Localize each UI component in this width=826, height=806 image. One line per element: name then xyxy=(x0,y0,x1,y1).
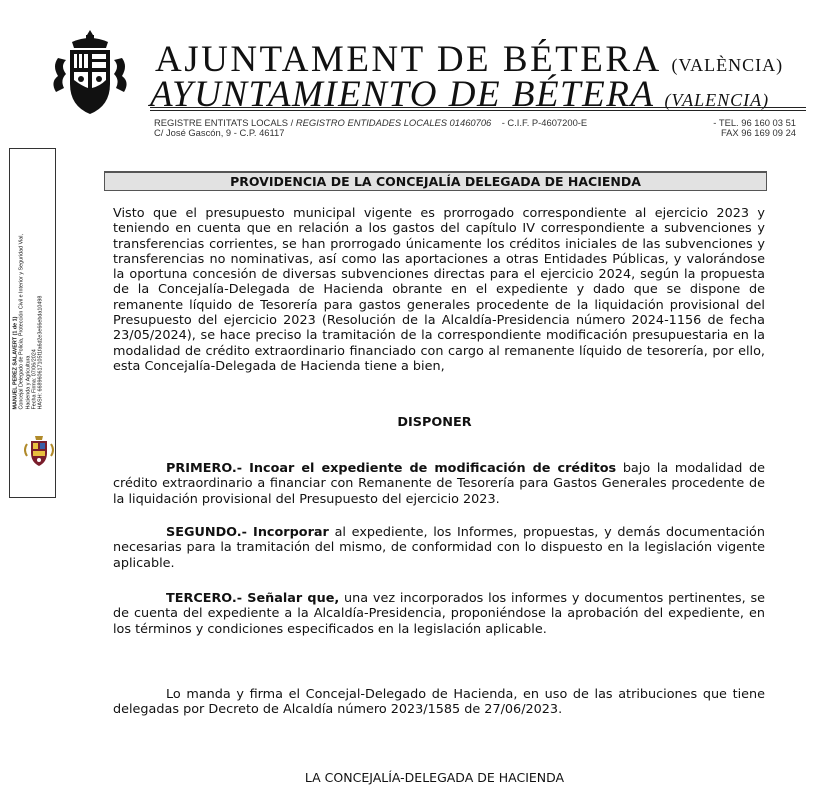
signature-role: Hacienda y Agricultura xyxy=(24,355,31,410)
clause-segundo-text: al expediente, los Informes, propuestas, y demás documentación necesarias para la tramitación del mismo, de conformidad con lo dispuesto en la legislación vigente aplicable. xyxy=(113,525,765,571)
signature-signer: MANUEL PEREZ SALAVERT (1 de 1) xyxy=(12,316,19,410)
document-closing: Lo manda y firma el Concejal-Delegado de Hacienda, en uso de las atribuciones que tiene delegadas por Decreto de Alcaldía número 2023/1585 de 27/06/2023. xyxy=(113,687,765,718)
signature-stamp-text xyxy=(12,135,43,410)
header-registry-line: REGISTRE ENTITATS LOCALS / REGISTRO ENTIDADES LOCALES 01460706 - C.I.F. P-4607200-E - TEL. 96 160 03 51 xyxy=(154,117,796,128)
document-heading: PROVIDENCIA DE LA CONCEJALÍA DELEGADA DE HACIENDA xyxy=(104,171,767,191)
header-cif: - C.I.F. P-4607200-E xyxy=(501,117,588,128)
signature-hash: HASH: 668960617105f1fa6d2e3e66ebda10498 xyxy=(37,295,44,410)
header-region-spanish: (VALENCIA) xyxy=(664,90,770,110)
header-rule xyxy=(150,110,806,111)
clause-tercero xyxy=(113,591,765,637)
header-registry-spanish: REGISTRO ENTIDADES LOCALES 01460706 xyxy=(295,117,492,128)
header-region-valencian: (VALÈNCIA) xyxy=(671,55,784,75)
header-phone: - TEL. 96 160 03 51 xyxy=(713,117,796,128)
clause-tercero-text: una vez incorporados los informes y documentos pertinentes, se de cuenta del expediente a la Alcaldía-Presidencia, proponiéndose la aprobación del expediente, en los términos y condiciones especificados en la legislación aplicable. xyxy=(113,591,765,637)
header-fax: FAX 96 169 09 24 xyxy=(720,127,796,138)
clause-segundo xyxy=(113,525,765,571)
document-dispone: DISPONER xyxy=(397,415,472,430)
signature-role: Concejal Delegado de Policia, Protección Civil e Interior y Seguridad Vial, xyxy=(18,234,25,410)
header-address-line: C/ José Gascón, 9 - C.P. 46117 FAX 96 169 09 24 xyxy=(154,127,796,138)
clause-primero xyxy=(113,461,765,507)
header-rule xyxy=(150,107,806,108)
clause-segundo-label: SEGUNDO.- Incorporar xyxy=(166,525,329,540)
clause-primero-text: bajo la modalidad de crédito extraordinario a financiar con Remanente de Tesorería para Gastos Generales procedente de la liquidación provisional del Presupuesto del ejercicio 2023. xyxy=(113,461,765,507)
clause-tercero-label: TERCERO.- Señalar que, xyxy=(166,591,340,606)
header-title-spanish: AYUNTAMIENTO DE BÉTERA (VALENCIA) xyxy=(150,74,770,115)
coat-of-arms-icon xyxy=(50,28,130,118)
document-intro: Visto que el presupuesto municipal vigente es prorrogado correspondiente al ejercicio 2023 y teniendo en cuenta que en relación a los gastos del capítulo IV correspondiente a subvenciones y transferencias corrientes, se han prorrogado únicamente los créditos iniciales de las subvenciones y transferencias no nominativas, así como las aportaciones a otras Entidades Públicas, y valorándose la oportuna concesión de diversas subvenciones directas para el ejercicio 2024, según la propuesta de la Concejalía-Delegada de Hacienda obrante en el expediente y dado que se dispone de remanente líquido de Tesorería para gastos generales procedente de la liquidación provisional del Presupuesto del ejercicio 2023 (Resolución de la Alcaldía-Presidencia número 2024-1156 de fecha 23/05/2024), se hace preciso la tramitación de la correspondiente modificación presupuestaria en la modalidad de crédito extraordinario financiado con cargo al remanente líquido de tesorería, por ello, esta Concejalía-Delegada de Hacienda tiene a bien, xyxy=(113,206,765,374)
clause-primero-label: PRIMERO.- Incoar el expediente de modificación de créditos xyxy=(166,461,617,476)
document-signature: LA CONCEJALÍA-DELEGADA DE HACIENDA xyxy=(304,770,565,785)
header-title-valencian: AJUNTAMENT DE BÉTERA (VALÈNCIA) xyxy=(155,39,784,80)
signature-date: Fecha Firma: 07/06/2024 xyxy=(31,349,38,410)
seal-icon xyxy=(23,432,55,468)
